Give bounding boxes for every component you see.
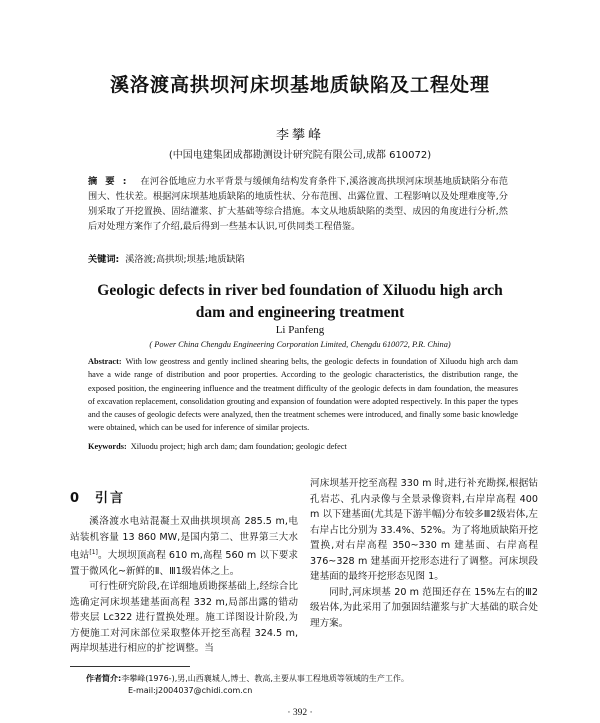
english-author: Li Panfeng bbox=[275, 324, 325, 336]
section-title: 引言 bbox=[95, 491, 126, 506]
footnote-text: 李攀峰(1976-),男,山西襄城人,博士、教高,主要从事工程地质等领域的生产工作。 bbox=[121, 674, 409, 683]
chinese-author: 李攀峰 bbox=[275, 128, 324, 143]
footnote-divider bbox=[70, 666, 190, 667]
chinese-keywords-label: 关键词: bbox=[88, 254, 120, 265]
left-paragraph-2: 可行性研究阶段,在详细地质勘探基础上,经综合比选确定河床坝基建基面高程 332 m,局部出露的错动带夹层 Lc322 进行置换处理。施工详图设计阶段,为方便施工对河床部位采取整体开挖至高程 324.5 m,两岸坝基进行相应的扩挖调整。当 bbox=[70, 581, 298, 655]
english-title: Geologic defects in river bed foundation of Xiluodu high arch dam and engineering treatment bbox=[97, 282, 503, 321]
right-column bbox=[310, 476, 538, 631]
left-paragraph-1-text-a: 溪洛渡水电站混凝土双曲拱坝坝高 285.5 m,电站装机容量 13 860 MW,是国内第二、世界第三大水电站 bbox=[70, 516, 298, 562]
right-paragraph-1: 河床坝基开挖至高程 330 m 时,进行补充勘探,根据钻孔岩芯、孔内录像与全景录像资料,右岸岸高程 400 m 以下建基面(尤其是下游半幅)分布较多Ⅲ2级岩体,左右岸占比分别为 33.4%、52%。为了将地质缺陷开挖置换,对右岸高程 350~330 m 建基面、右岸高程 376~328 m 建基面开挖形态进行了调整。河床坝段建基面的最终开挖形态见图 1。 bbox=[310, 478, 538, 582]
right-paragraph-2: 同时,河床坝基 20 m 范围还存在 15%左右的Ⅲ2级岩体,为此采用了加强固结灌浆与扩大基础的联合处理方案。 bbox=[310, 586, 538, 629]
english-abstract bbox=[88, 355, 518, 435]
english-keywords bbox=[88, 442, 518, 451]
english-keywords-text: Xiluodu project; high arch dam; dam foundation; geologic defect bbox=[130, 442, 347, 451]
english-affiliation: ( Power China Chengdu Engineering Corporation Limited, Chengdu 610072, P.R. China) bbox=[149, 340, 451, 349]
left-paragraph-1-text-b: 。大坝坝顶高程 610 m,高程 560 m 以下要求置于微风化~新鲜的Ⅱ、Ⅲ1级岩体之上。 bbox=[70, 550, 298, 577]
section-heading bbox=[70, 487, 125, 506]
english-keywords-label: Keywords: bbox=[88, 442, 127, 451]
chinese-abstract-label: 摘要: bbox=[88, 176, 135, 187]
chinese-title: 溪洛渡高拱坝河床坝基地质缺陷及工程处理 bbox=[109, 74, 490, 96]
section-number: 0 bbox=[70, 491, 82, 506]
left-paragraph-1 bbox=[70, 514, 298, 579]
chinese-keywords bbox=[88, 251, 508, 265]
english-abstract-text: With low geostress and gently inclined shearing belts, the geologic defects in foundation of Xiluodu high arch dam have a wide range of distribution and poor properties. According to the geologic characteristics, the distribution range, the exposed position, the engineering influence and the treatment difficulty of the geologic defects in dam foundation, the measures of excavation replacement, consolidation grouting and expansion of foundation were adopted respectively. In this paper the types and the causes of geologic defects were analyzed, then the treatment schemes were introduced, and finally some basic knowledge were obtained, which can be used for inference of similar projects. bbox=[88, 357, 518, 433]
author-footnote bbox=[86, 673, 546, 697]
chinese-abstract bbox=[88, 174, 508, 234]
chinese-affiliation: (中国电建集团成都勘测设计研究院有限公司,成都 610072) bbox=[168, 150, 432, 161]
chinese-abstract-text: 在河谷低地应力水平背景与缓倾角结构发育条件下,溪洛渡高拱坝河床坝基地质缺陷分布范围大、性状差。根据河床坝基地质缺陷的地质性状、分布范围、出露位置、工程影响以及处理难度等,分别采取了开挖置换、固结灌浆、扩大基础等综合措施。本文从地质缺陷的类型、成因的角度进行分析,然后对处理方案作了介绍,最后得到一些基本认识,可供同类工程借鉴。 bbox=[88, 176, 508, 232]
page-number: · 392 · bbox=[287, 708, 313, 718]
chinese-keywords-text: 溪洛渡;高拱坝;坝基;地质缺陷 bbox=[125, 254, 245, 265]
citation-1: [1] bbox=[89, 549, 98, 556]
footnote-label: 作者简介: bbox=[86, 674, 122, 683]
left-column bbox=[70, 514, 298, 657]
english-abstract-label: Abstract: bbox=[88, 357, 122, 366]
footnote-email: E-mail:j2004037@chidi.com.cn bbox=[128, 686, 253, 695]
